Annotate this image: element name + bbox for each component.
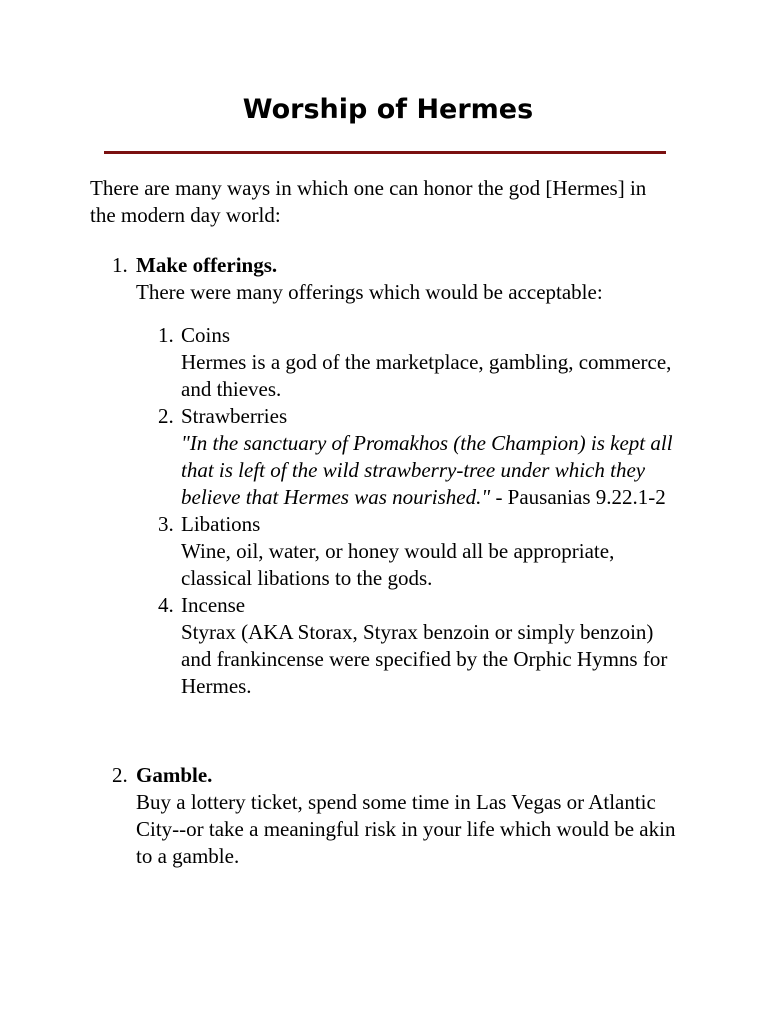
subitem-description: Wine, oil, water, or honey would all be appropriate, classical libations to the gods. [181, 539, 615, 590]
subitem-strawberries [136, 403, 680, 511]
item-description: There were many offerings which would be acceptable: [136, 280, 603, 304]
title-divider [104, 151, 666, 154]
list-number: 1. [158, 323, 174, 347]
list-number: 3. [158, 512, 174, 536]
page-title: Worship of Hermes [242, 94, 534, 125]
quote-citation: - Pausanias 9.22.1-2 [490, 485, 666, 509]
list-number: 4. [158, 593, 174, 617]
subitem-quote-block [181, 430, 680, 511]
list-item-offerings [90, 252, 680, 762]
item-title: Gamble. [136, 763, 213, 787]
item-description: Buy a lottery ticket, spend some time in Las Vegas or Atlantic City--or take a meaningful risk in your life which would be akin to a gamble. [136, 790, 676, 868]
list-item-gamble [90, 762, 680, 870]
intro-paragraph: There are many ways in which one can honor the god [Hermes] in the modern day world: [90, 176, 647, 227]
subitem-title: Strawberries [181, 404, 288, 428]
subitem-coins [136, 322, 680, 403]
pausanias-quote: "In the sanctuary of Promakhos (the Champion) is kept all that is left of the wild strawberry-tree under which they believe that Hermes was nourished." [181, 431, 673, 509]
item-title: Make offerings. [136, 253, 278, 277]
document-page [90, 93, 680, 870]
subitem-incense [136, 592, 680, 700]
worship-list [90, 252, 680, 870]
subitem-description: Styrax (AKA Storax, Styrax benzoin or simply benzoin) and frankincense were specified by the Orphic Hymns for Hermes. [181, 620, 668, 698]
subitem-title: Coins [181, 323, 231, 347]
spacer [136, 700, 680, 762]
subitem-description: Hermes is a god of the marketplace, gambling, commerce, and thieves. [181, 350, 672, 401]
list-number: 2. [112, 763, 128, 787]
list-number: 1. [112, 253, 128, 277]
subitem-title: Incense [181, 593, 246, 617]
list-number: 2. [158, 404, 174, 428]
subitem-libations [136, 511, 680, 592]
offerings-sublist [136, 322, 680, 700]
subitem-title: Libations [181, 512, 261, 536]
